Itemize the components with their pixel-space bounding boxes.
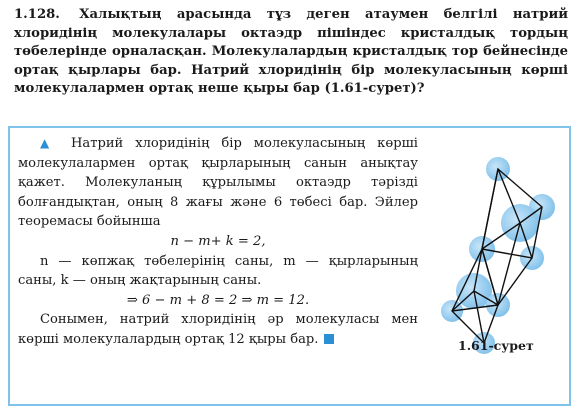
figure-caption: 1.61-сурет: [458, 338, 534, 353]
blue-triangle-icon: ▲: [40, 136, 58, 150]
problem-statement: [14, 6, 568, 99]
euler-formula: n − m+ k = 2,: [170, 233, 266, 249]
conclusion-text: Сонымен, натрий хлоридінің әр молекуласы мен көрші молекулалардың ортақ 12 қыры бар.: [18, 312, 418, 347]
solution-paragraph-2: n — көпжақ төбелерінің саны, m — қырларының саны, k — оның жақтарының саны.: [18, 253, 418, 289]
calculation-formula: ⇒ 6 − m + 8 = 2 ⇒ m = 12.: [126, 292, 310, 308]
solution-box: [8, 126, 571, 406]
problem-number: 1.128.: [14, 7, 60, 22]
problem-text: Халықтың арасында тұз деген атаумен белгілі натрий хлоридінің молекулалары октаэдр пішіндес кристалдық тордың төбелерінде орналасқан. Молекулалардың кристалдық тор бейнесінде ортақ қырлары бар. Натрий хлоридінің бір молекуласының көрші молекулалармен ортақ неше қыры бар (1.61-сурет)?: [14, 7, 569, 97]
solution-conclusion: [18, 310, 418, 349]
edge: [482, 169, 498, 249]
solution-text: [18, 134, 418, 350]
solution-intro: Натрий хлоридінің бір молекуласының көрші молекулалармен ортақ қырларының санын анықтау қажет. Молекуланың құрылымы октаэдр тәрізді болғандықтан, оның 8 жағы және 6 төбесі бар. Эйлер теоремасы бойынша: [18, 136, 418, 230]
solution-paragraph-1: [18, 134, 418, 232]
sphere-group: [441, 157, 555, 354]
octahedron-lattice-figure: [426, 153, 572, 368]
blue-square-icon: [324, 334, 334, 344]
